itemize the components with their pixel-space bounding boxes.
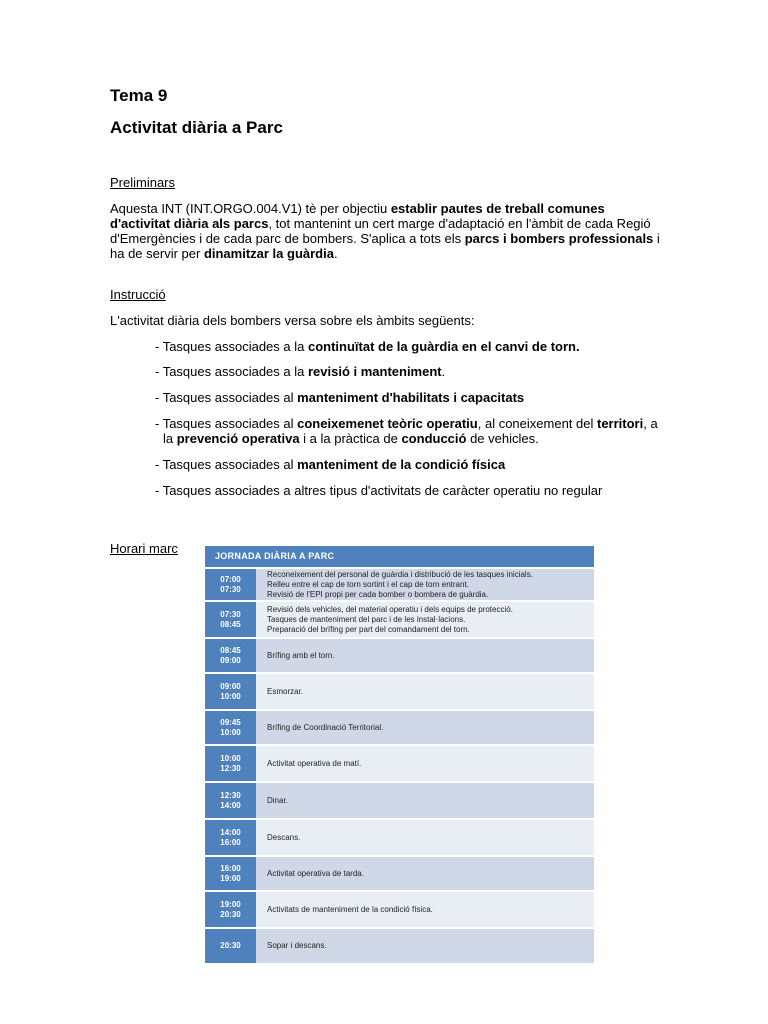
schedule-description-line: Activitat operativa de tarda.: [267, 868, 364, 878]
schedule-time-cell: [205, 674, 256, 709]
schedule-end-time: 08:45: [220, 619, 241, 629]
schedule-description-line: Relleu entre el cap de torn sortint i el cap de torn entrant.: [267, 579, 469, 589]
schedule-description-line: Reconeixement del personal de guàrdia i distribució de les tasques inicials.: [267, 569, 533, 579]
schedule-time-cell: [205, 639, 256, 672]
ambit-item: - Tasques associades a la continuïtat de la guàrdia en el canvi de torn.: [155, 339, 580, 354]
schedule-end-time: 07:30: [220, 584, 241, 594]
schedule-table-body: [205, 567, 594, 963]
schedule-time-cell: [205, 857, 256, 890]
schedule-row: [205, 781, 594, 818]
schedule-end-time: 10:00: [220, 691, 241, 701]
schedule-start-time: 07:30: [220, 609, 241, 619]
schedule-row: [205, 637, 594, 672]
schedule-description-line: Descans.: [267, 832, 301, 842]
schedule-description-cell: [256, 746, 594, 781]
schedule-row: [205, 567, 594, 600]
schedule-description-line: Tasques de manteniment del parc i de les instal·lacions.: [267, 614, 466, 624]
schedule-end-time: 10:00: [220, 727, 241, 737]
schedule-end-time: 20:30: [220, 909, 241, 919]
schedule-row: [205, 709, 594, 744]
schedule-start-time: 20:30: [220, 941, 241, 950]
schedule-end-time: 16:00: [220, 837, 241, 847]
schedule-end-time: 14:00: [220, 800, 241, 810]
schedule-description-line: Activitat operativa de matí.: [267, 758, 362, 768]
document-theme-number: Tema 9: [110, 86, 168, 105]
section-heading-horari: Horari marc: [110, 541, 178, 556]
schedule-description-cell: [256, 892, 594, 927]
schedule-row: [205, 744, 594, 781]
schedule-table-title: JORNADA DIÀRIA A PARC: [205, 546, 594, 567]
schedule-description-cell: [256, 674, 594, 709]
schedule-time-cell: [205, 602, 256, 637]
schedule-row: [205, 855, 594, 890]
schedule-time-cell: [205, 929, 256, 963]
schedule-end-time: 09:00: [220, 655, 241, 665]
ambit-item: - Tasques associades a la revisió i manteniment.: [155, 364, 446, 379]
schedule-description-line: Dinar.: [267, 795, 288, 805]
schedule-start-time: 10:00: [220, 753, 241, 763]
schedule-time-cell: [205, 783, 256, 818]
schedule-row: [205, 927, 594, 963]
schedule-end-time: 19:00: [220, 873, 241, 883]
ambit-item: - Tasques associades al manteniment de la condició física: [155, 457, 506, 472]
preliminars-paragraph: Aquesta INT (INT.ORGO.004.V1) tè per objectiu establir pautes de treball comunes d'activitat diària als parcs, tot mantenint un cert marge d'adaptació en l'àmbit de cada Regió d'Emergències i de cada parc de bombers. S'aplica a tots els parcs i bombers professionals i ha de servir per dinamitzar la guàrdia.: [110, 201, 660, 261]
schedule-start-time: 12:30: [220, 790, 241, 800]
schedule-start-time: 09:45: [220, 717, 241, 727]
schedule-description-cell: [256, 820, 594, 855]
schedule-description-cell: [256, 602, 594, 637]
schedule-start-time: 07:00: [220, 574, 241, 584]
ambit-item: - Tasques associades a altres tipus d'activitats de caràcter operatiu no regular: [155, 483, 603, 498]
schedule-description-cell: [256, 639, 594, 672]
schedule-time-cell: [205, 711, 256, 744]
section-heading-instruccio: Instrucció: [110, 287, 166, 302]
schedule-description-cell: [256, 857, 594, 890]
schedule-time-cell: [205, 569, 256, 600]
schedule-row: [205, 890, 594, 927]
schedule-description-line: Brífing amb el torn.: [267, 650, 335, 660]
schedule-description-line: Preparació del brífing per part del comandament del torn.: [267, 624, 470, 634]
schedule-start-time: 09:00: [220, 681, 241, 691]
schedule-time-cell: [205, 892, 256, 927]
schedule-description-cell: [256, 569, 594, 600]
schedule-start-time: 14:00: [220, 827, 241, 837]
schedule-time-cell: [205, 820, 256, 855]
schedule-start-time: 16:00: [220, 863, 241, 873]
schedule-description-line: Revisió dels vehicles, del material operatiu i dels equips de protecció.: [267, 604, 513, 614]
schedule-description-line: Sopar i descans.: [267, 941, 327, 950]
schedule-row: [205, 672, 594, 709]
schedule-description-line: Esmorzar.: [267, 686, 304, 696]
instruccio-intro: L'activitat diària dels bombers versa sobre els àmbits següents:: [110, 313, 475, 328]
ambit-item: - Tasques associades al manteniment d'habilitats i capacitats: [155, 390, 525, 405]
schedule-start-time: 08:45: [220, 645, 241, 655]
schedule-description-line: Activitats de manteniment de la condició física.: [267, 904, 433, 914]
schedule-table: [205, 546, 594, 963]
schedule-description-cell: [256, 711, 594, 744]
schedule-description-line: Brífing de Coordinació Territorial.: [267, 722, 384, 732]
ambit-item: - Tasques associades al coneixemenet teòric operatiu, al coneixement del territori, a la prevenció operativa i a la pràctica de conducció de vehicles.: [155, 416, 658, 446]
schedule-end-time: 12:30: [220, 763, 241, 773]
schedule-description-cell: [256, 929, 594, 963]
schedule-row: [205, 818, 594, 855]
schedule-start-time: 19:00: [220, 899, 241, 909]
section-heading-preliminars: Preliminars: [110, 175, 176, 190]
schedule-description-cell: [256, 783, 594, 818]
schedule-description-line: Revisió de l'EPI propi per cada bomber o bombera de guàrdia.: [267, 589, 489, 599]
schedule-row: [205, 600, 594, 637]
document-title: Activitat diària a Parc: [110, 118, 283, 137]
schedule-time-cell: [205, 746, 256, 781]
